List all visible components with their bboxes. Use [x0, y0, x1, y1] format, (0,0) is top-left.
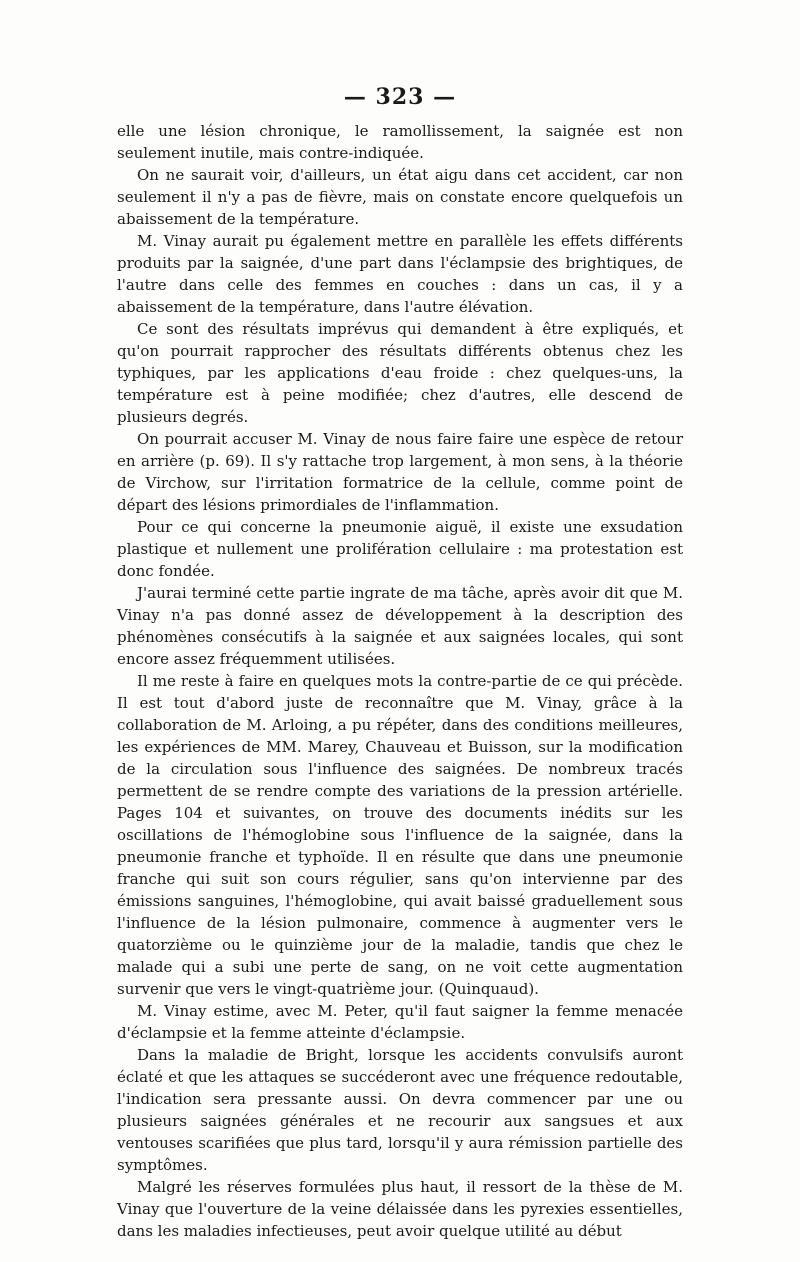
paragraph: Il me reste à faire en quelques mots la contre-partie de ce qui précède. Il est tout d'abord juste de reconnaître que M. Vinay, grâce à la collaboration de M. Arloing, a pu répéter, dans des conditions meilleures, les expériences de MM. Marey, Chauveau et Buisson, sur la modification de la circulation sous l'influence des saignées. De nombreux tracés permettent de se rendre compte des variations de la pression artérielle. Pages 104 et suivantes, on trouve des documents inédits sur les oscillations de l'hémoglobine sous l'influence de la saignée, dans la pneumonie franche et typhoïde. Il en résulte que dans une pneumonie franche qui suit son cours régulier, sans qu'on intervienne par des émissions sanguines, l'hémoglobine, qui avait baissé graduellement sous l'influence de la lésion pulmonaire, commence à augmenter vers le quatorzième ou le quinzième jour de la maladie, tandis que chez le malade qui a subi une perte de sang, on ne voit cette augmentation survenir que vers le vingt-quatrième jour. (Quinquaud).	[117, 672, 683, 998]
paragraph: Malgré les réserves formulées plus haut, il ressort de la thèse de M. Vinay que l'ouverture de la veine délaissée dans les pyrexies essentielles, dans les maladies infectieuses, peut avoir quelque utilité au début	[117, 1178, 683, 1240]
paragraph: Ce sont des résultats imprévus qui demandent à être expliqués, et qu'on pourrait rapprocher des résultats différents obtenus chez les typhiques, par les applications d'eau froide : chez quelques-uns, la température est à peine modifiée; chez d'autres, elle descend de plusieurs degrés.	[117, 320, 683, 426]
body-text	[117, 120, 683, 1242]
paragraph: Pour ce qui concerne la pneumonie aiguë, il existe une exsudation plastique et nullement une prolifération cellulaire : ma protestation est donc fondée.	[117, 518, 683, 580]
paragraph: Dans la maladie de Bright, lorsque les accidents convulsifs auront éclaté et que les attaques se succéderont avec une fréquence redoutable, l'indication sera pressante aussi. On devra commencer par une ou plusieurs saignées générales et ne recourir aux sangsues et aux ventouses scarifiées que plus tard, lorsqu'il y aura rémission partielle des symptômes.	[117, 1046, 683, 1174]
paragraph: J'aurai terminé cette partie ingrate de ma tâche, après avoir dit que M. Vinay n'a pas donné assez de développement à la description des phénomènes consécutifs à la saignée et aux saignées locales, qui sont encore assez fréquemment utilisées.	[117, 584, 683, 668]
paragraph: M. Vinay aurait pu également mettre en parallèle les effets différents produits par la saignée, d'une part dans l'éclampsie des brightiques, de l'autre dans celle des femmes en couches : dans un cas, il y a abaissement de la température, dans l'autre élévation.	[117, 232, 683, 316]
paragraph: On ne saurait voir, d'ailleurs, un état aigu dans cet accident, car non seulement il n'y a pas de fièvre, mais on constate encore quelquefois un abaissement de la température.	[117, 166, 683, 228]
paragraph: elle une lésion chronique, le ramollissement, la saignée est non seulement inutile, mais contre-indiquée.	[117, 122, 683, 162]
page-number: — 323 —	[343, 84, 457, 110]
paragraph: On pourrait accuser M. Vinay de nous faire faire une espèce de retour en arrière (p. 69). Il s'y rattache trop largement, à mon sens, à la théorie de Virchow, sur l'irritation formatrice de la cellule, comme point de départ des lésions primordiales de l'inflammation.	[117, 430, 683, 514]
paragraph: M. Vinay estime, avec M. Peter, qu'il faut saigner la femme menacée d'éclampsie et la femme atteinte d'éclampsie.	[117, 1002, 683, 1042]
